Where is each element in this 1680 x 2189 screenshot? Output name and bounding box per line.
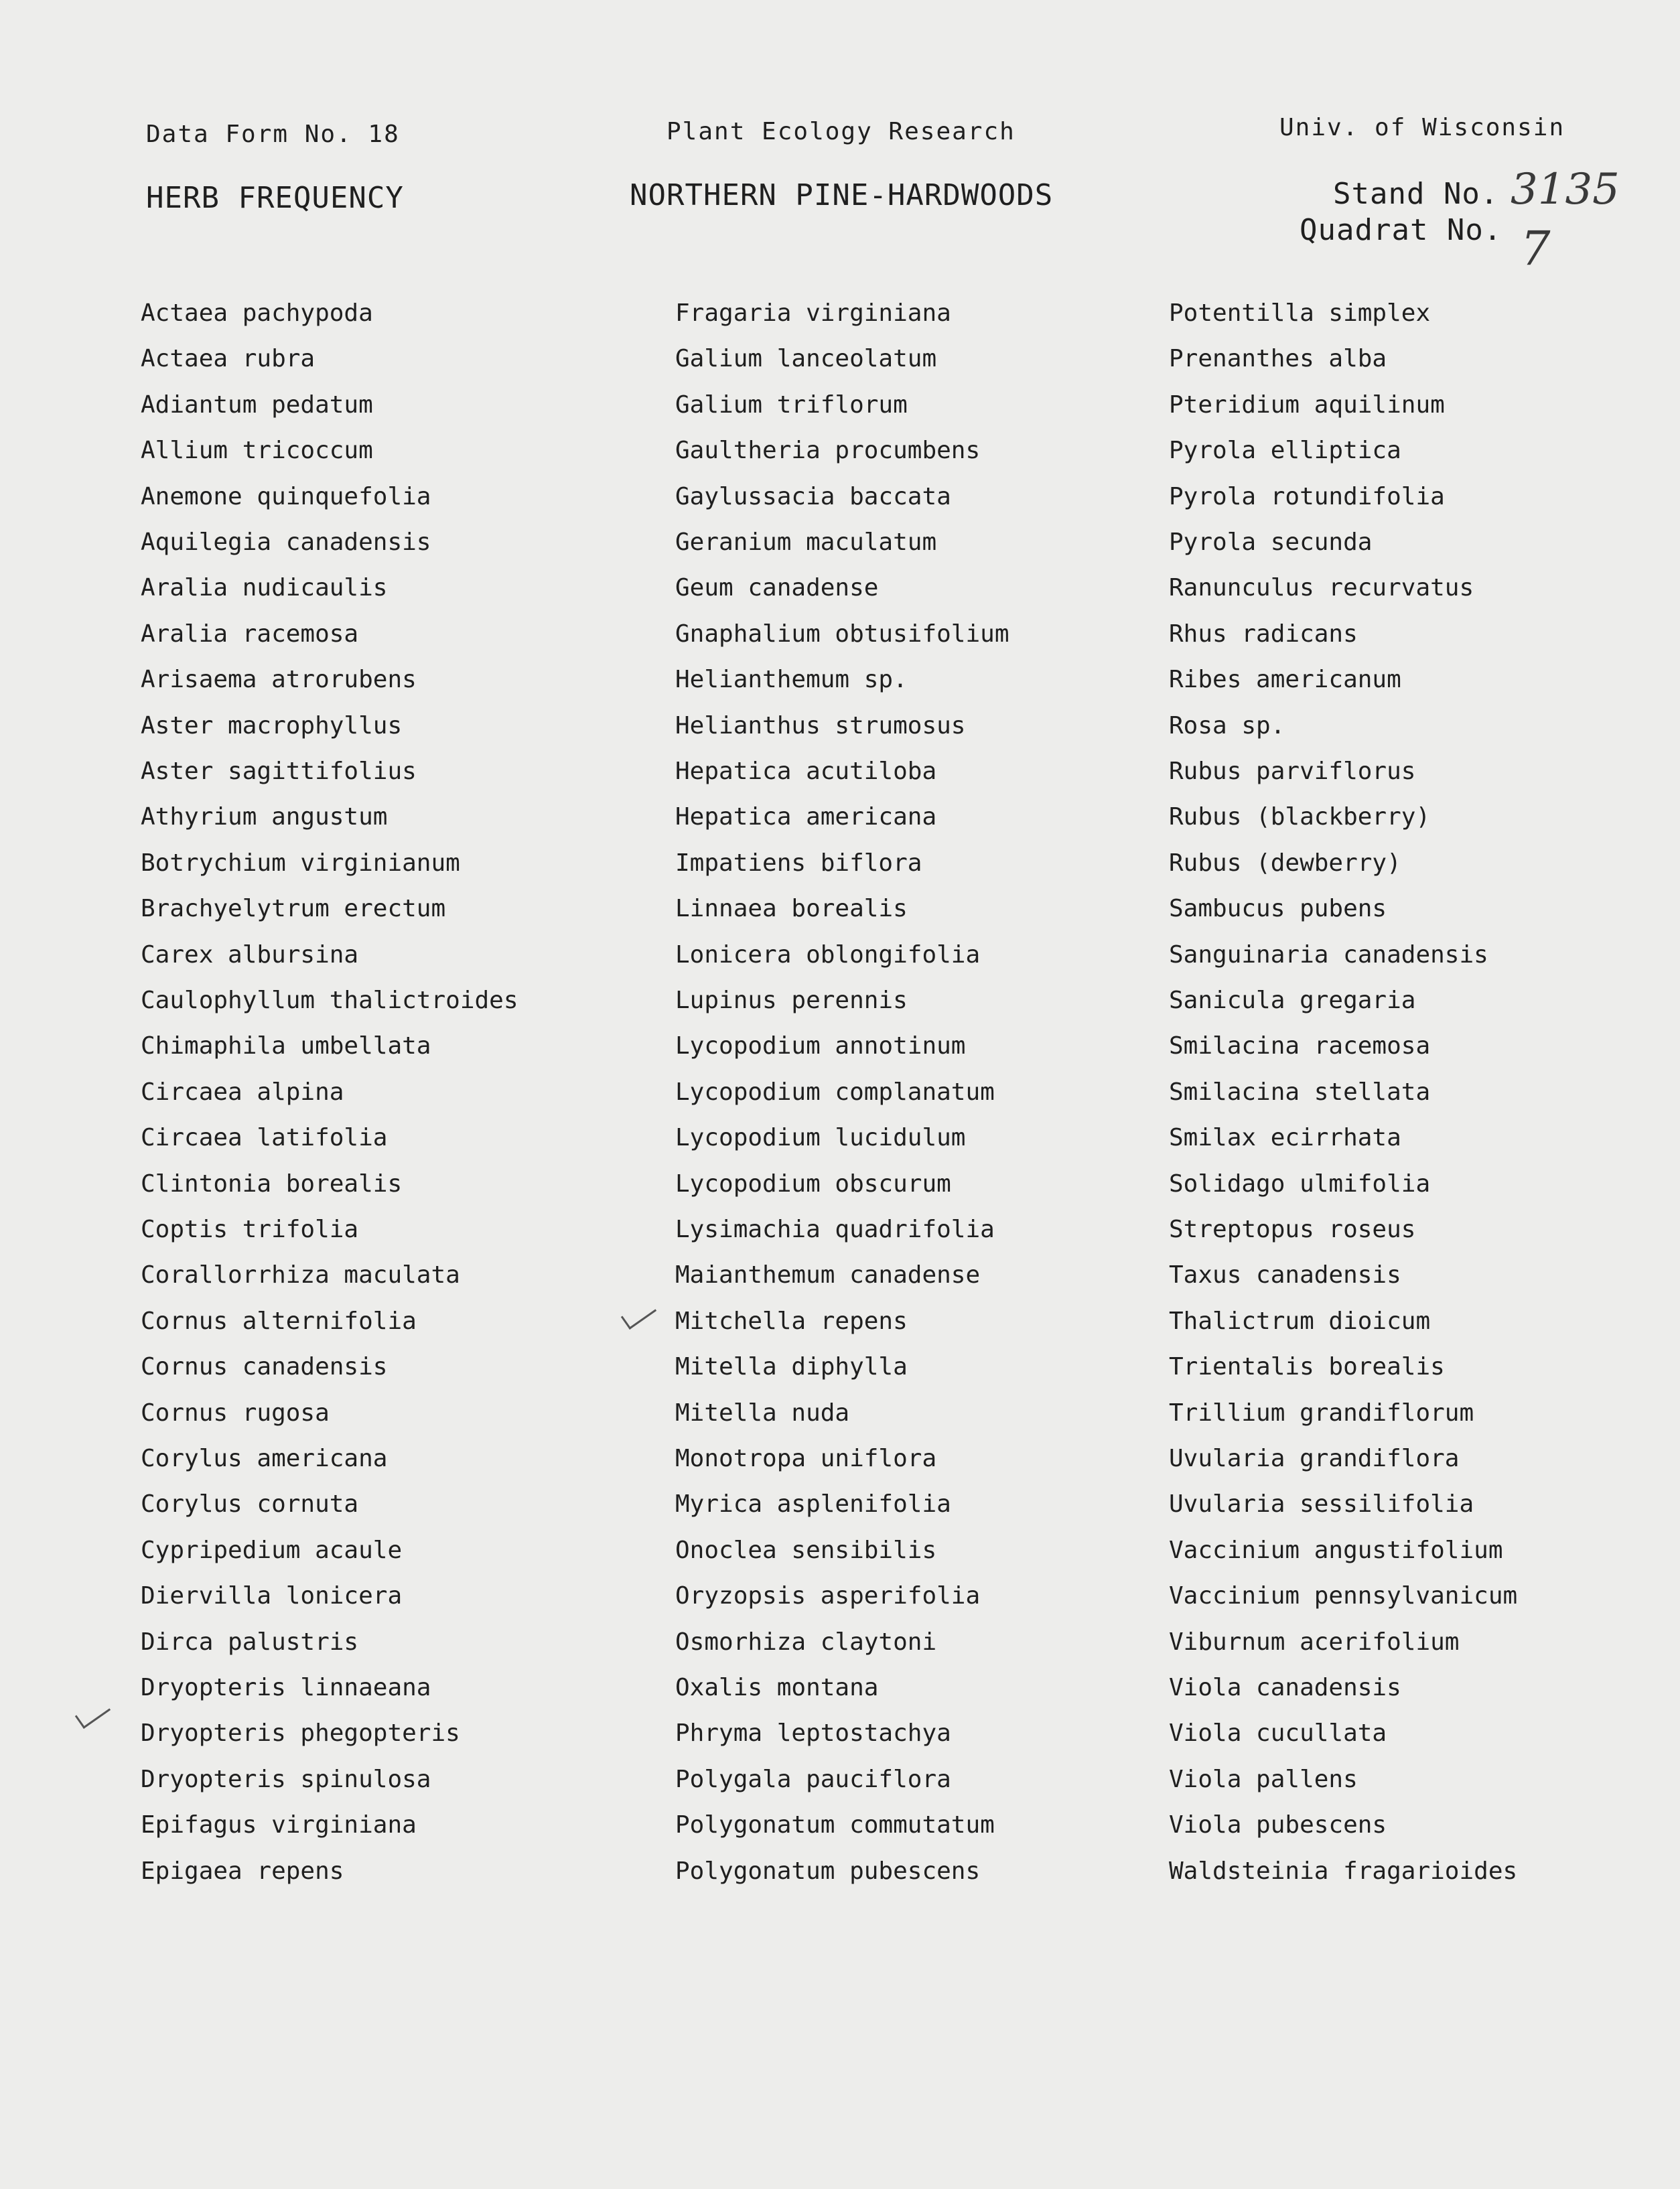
species-item: Chimaphila umbellata bbox=[141, 1032, 431, 1060]
community-title: NORTHERN PINE-HARDWOODS bbox=[630, 178, 1054, 212]
species-item: Galium lanceolatum bbox=[675, 345, 937, 373]
species-item: Circaea latifolia bbox=[141, 1124, 388, 1152]
species-item: Vaccinium pennsylvanicum bbox=[1169, 1582, 1518, 1610]
species-item: Lupinus perennis bbox=[675, 987, 908, 1014]
species-item: Vaccinium angustifolium bbox=[1169, 1536, 1503, 1564]
species-item: Trientalis borealis bbox=[1169, 1353, 1445, 1381]
species-item: Maianthemum canadense bbox=[675, 1261, 981, 1289]
species-item: Polygonatum commutatum bbox=[675, 1811, 995, 1839]
species-item: Dryopteris phegopteris bbox=[141, 1719, 460, 1748]
species-item: Dryopteris spinulosa bbox=[141, 1765, 431, 1793]
species-item: Circaea alpina bbox=[141, 1078, 344, 1106]
species-item: Hepatica americana bbox=[675, 803, 937, 831]
species-item: Lysimachia quadrifolia bbox=[675, 1216, 995, 1243]
species-item: Polygonatum pubescens bbox=[675, 1857, 981, 1885]
species-item: Potentilla simplex bbox=[1169, 299, 1431, 327]
species-item: Geum canadense bbox=[675, 574, 879, 602]
species-item: Dirca palustris bbox=[141, 1628, 359, 1656]
species-item: Cypripedium acaule bbox=[141, 1536, 403, 1564]
species-item: Osmorhiza claytoni bbox=[675, 1628, 937, 1656]
species-item: Anemone quinquefolia bbox=[141, 482, 431, 510]
species-item: Botrychium virginianum bbox=[141, 849, 460, 877]
species-item: Helianthemum sp. bbox=[675, 666, 908, 694]
species-item: Linnaea borealis bbox=[675, 895, 908, 923]
species-item: Galium triflorum bbox=[675, 391, 908, 419]
species-item: Actaea pachypoda bbox=[141, 299, 373, 327]
check-mark-icon bbox=[75, 1697, 111, 1729]
species-item: Solidago ulmifolia bbox=[1169, 1170, 1431, 1198]
species-item: Thalictrum dioicum bbox=[1169, 1307, 1431, 1335]
species-item: Corylus cornuta bbox=[141, 1490, 359, 1519]
research-title: Plant Ecology Research bbox=[667, 118, 1016, 145]
species-item: Actaea rubra bbox=[141, 345, 316, 373]
check-mark-icon bbox=[621, 1298, 656, 1330]
species-item: Lycopodium annotinum bbox=[675, 1032, 966, 1060]
species-item: Ribes americanum bbox=[1169, 666, 1401, 694]
species-item: Pyrola elliptica bbox=[1169, 437, 1401, 465]
species-item: Aquilegia canadensis bbox=[141, 528, 431, 556]
species-item: Oxalis montana bbox=[675, 1674, 879, 1701]
species-item: Epigaea repens bbox=[141, 1857, 344, 1885]
species-item: Hepatica acutiloba bbox=[675, 758, 937, 785]
species-item: Lonicera oblongifolia bbox=[675, 940, 981, 969]
species-item: Viola pallens bbox=[1169, 1765, 1358, 1793]
species-item: Aralia nudicaulis bbox=[141, 574, 388, 602]
species-item: Impatiens biflora bbox=[675, 849, 922, 877]
species-item: Myrica asplenifolia bbox=[675, 1490, 951, 1519]
species-item: Mitchella repens bbox=[675, 1307, 908, 1335]
species-item: Uvularia sessilifolia bbox=[1169, 1490, 1474, 1519]
quadrat-label: Quadrat No. bbox=[1300, 213, 1502, 247]
form-number: Data Form No. 18 bbox=[146, 121, 400, 148]
species-item: Viola cucullata bbox=[1169, 1719, 1387, 1748]
species-item: Rubus parviflorus bbox=[1169, 758, 1416, 785]
stand-number-handwritten: 3135 bbox=[1511, 165, 1620, 214]
species-item: Allium tricoccum bbox=[141, 437, 373, 465]
species-item: Aralia racemosa bbox=[141, 620, 359, 648]
species-item: Lycopodium lucidulum bbox=[675, 1124, 966, 1152]
species-item: Monotropa uniflora bbox=[675, 1445, 937, 1472]
species-item: Aster sagittifolius bbox=[141, 758, 417, 785]
species-item: Onoclea sensibilis bbox=[675, 1536, 937, 1564]
species-item: Aster macrophyllus bbox=[141, 711, 403, 739]
species-item: Carex albursina bbox=[141, 940, 359, 969]
species-item: Rosa sp. bbox=[1169, 711, 1285, 739]
species-item: Lycopodium complanatum bbox=[675, 1078, 995, 1106]
species-item: Gaultheria procumbens bbox=[675, 437, 981, 465]
species-item: Geranium maculatum bbox=[675, 528, 937, 556]
species-item: Uvularia grandiflora bbox=[1169, 1445, 1460, 1472]
species-item: Gaylussacia baccata bbox=[675, 482, 951, 510]
species-item: Cornus alternifolia bbox=[141, 1307, 417, 1335]
species-item: Athyrium angustum bbox=[141, 803, 388, 831]
species-item: Clintonia borealis bbox=[141, 1170, 403, 1198]
species-item: Fragaria virginiana bbox=[675, 299, 951, 327]
species-item: Phryma leptostachya bbox=[675, 1719, 951, 1748]
university-name: Univ. of Wisconsin bbox=[1279, 114, 1565, 141]
species-item: Epifagus virginiana bbox=[141, 1811, 417, 1839]
species-item: Sanguinaria canadensis bbox=[1169, 940, 1488, 969]
species-item: Smilax ecirrhata bbox=[1169, 1124, 1401, 1152]
species-item: Cornus canadensis bbox=[141, 1353, 388, 1381]
quadrat-number-handwritten: 7 bbox=[1521, 221, 1551, 276]
page-title: HERB FREQUENCY bbox=[146, 181, 404, 215]
species-item: Arisaema atrorubens bbox=[141, 666, 417, 694]
species-item: Coptis trifolia bbox=[141, 1216, 359, 1243]
species-item: Corallorrhiza maculata bbox=[141, 1261, 460, 1289]
species-item: Corylus americana bbox=[141, 1445, 388, 1472]
species-item: Sanicula gregaria bbox=[1169, 987, 1416, 1014]
species-item: Caulophyllum thalictroides bbox=[141, 987, 518, 1014]
species-item: Oryzopsis asperifolia bbox=[675, 1582, 981, 1610]
species-item: Viburnum acerifolium bbox=[1169, 1628, 1460, 1656]
species-item: Ranunculus recurvatus bbox=[1169, 574, 1474, 602]
species-item: Sambucus pubens bbox=[1169, 895, 1387, 923]
species-item: Cornus rugosa bbox=[141, 1399, 330, 1427]
species-item: Pteridium aquilinum bbox=[1169, 391, 1445, 419]
species-item: Lycopodium obscurum bbox=[675, 1170, 951, 1198]
species-item: Diervilla lonicera bbox=[141, 1582, 403, 1610]
species-item: Taxus canadensis bbox=[1169, 1261, 1401, 1289]
species-item: Pyrola rotundifolia bbox=[1169, 482, 1445, 510]
species-item: Helianthus strumosus bbox=[675, 711, 966, 739]
species-item: Prenanthes alba bbox=[1169, 345, 1387, 373]
species-item: Streptopus roseus bbox=[1169, 1216, 1416, 1243]
species-item: Dryopteris linnaeana bbox=[141, 1674, 431, 1701]
species-item: Mitella diphylla bbox=[675, 1353, 908, 1381]
species-item: Mitella nuda bbox=[675, 1399, 850, 1427]
species-item: Brachyelytrum erectum bbox=[141, 895, 446, 923]
species-item: Pyrola secunda bbox=[1169, 528, 1373, 556]
species-item: Trillium grandiflorum bbox=[1169, 1399, 1474, 1427]
species-item: Viola canadensis bbox=[1169, 1674, 1401, 1701]
species-item: Smilacina stellata bbox=[1169, 1078, 1431, 1106]
stand-label: Stand No. bbox=[1333, 177, 1499, 211]
species-item: Polygala pauciflora bbox=[675, 1765, 951, 1793]
species-item: Rubus (blackberry) bbox=[1169, 803, 1431, 831]
species-item: Gnaphalium obtusifolium bbox=[675, 620, 1009, 648]
species-item: Smilacina racemosa bbox=[1169, 1032, 1431, 1060]
species-item: Waldsteinia fragarioides bbox=[1169, 1857, 1518, 1885]
species-item: Rubus (dewberry) bbox=[1169, 849, 1401, 877]
species-item: Viola pubescens bbox=[1169, 1811, 1387, 1839]
species-item: Rhus radicans bbox=[1169, 620, 1358, 648]
species-item: Adiantum pedatum bbox=[141, 391, 373, 419]
